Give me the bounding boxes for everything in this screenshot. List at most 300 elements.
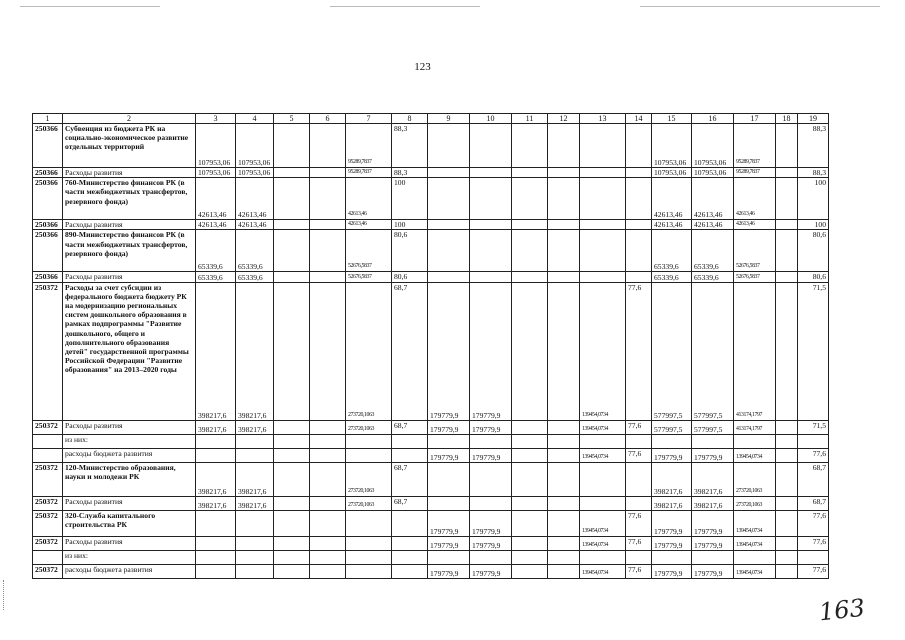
cell-col-15: 42613,46 [652,220,692,230]
cell-col-10 [470,230,512,272]
cell-col-17: 273720,1063 [734,462,776,496]
cell-col-16: 179779,9 [692,564,734,578]
cell-col-9 [428,550,470,564]
cell-col-16: 42613,46 [692,220,734,230]
column-header: 9 [428,114,470,124]
cell-col-15: 179779,9 [652,564,692,578]
cell-col-14 [626,550,652,564]
empty-cell [776,510,798,536]
table-row [33,168,829,178]
cell-col-14 [626,434,652,448]
cell-col-14: 77,6 [626,510,652,536]
row-name: 890-Министерство финансов РК (в части межбюджетных трансфертов, резервного фонда) [63,230,196,272]
cell-col-7 [346,536,392,550]
empty-cell [548,124,580,168]
empty-cell [776,178,798,220]
page-number: 123 [414,61,431,73]
cell-col-14 [626,272,652,282]
cell-col-15: 398217,6 [652,462,692,496]
cell-col-16: 179779,9 [692,448,734,462]
empty-cell [274,282,310,420]
cell-col-15: 65339,6 [652,272,692,282]
empty-cell [274,124,310,168]
column-header: 3 [196,114,236,124]
empty-cell [274,448,310,462]
row-code [33,448,63,462]
cell-col-8: 68,7 [392,282,428,420]
cell-col-9 [428,220,470,230]
cell-col-9 [428,496,470,510]
empty-cell [548,550,580,564]
cell-col-17: 42613,46 [734,220,776,230]
cell-col-16: 179779,9 [692,510,734,536]
empty-cell [512,536,548,550]
empty-cell [776,462,798,496]
row-code: 250366 [33,178,63,220]
cell-col-9 [428,124,470,168]
cell-col-9: 179779,9 [428,564,470,578]
empty-cell [274,434,310,448]
cell-col-10 [470,178,512,220]
cell-col-14 [626,220,652,230]
handwritten-page-number: 163 [817,593,867,627]
cell-col-3 [196,448,236,462]
cell-col-4: 107953,06 [236,168,274,178]
row-name: Субвенция из бюджета РК на социально-экономическое развитие отдельных территорий [63,124,196,168]
cell-col-19: 80,6 [798,272,829,282]
empty-cell [512,510,548,536]
cell-col-19: 68,7 [798,462,829,496]
cell-col-3: 42613,46 [196,220,236,230]
empty-cell [512,550,548,564]
cell-col-9: 179779,9 [428,448,470,462]
cell-col-9 [428,462,470,496]
cell-col-13 [580,220,626,230]
cell-col-7: 95289,7837 [346,124,392,168]
empty-cell [274,550,310,564]
cell-col-3: 398217,6 [196,282,236,420]
empty-cell [274,178,310,220]
column-header: 8 [392,114,428,124]
cell-col-13 [580,462,626,496]
cell-col-8 [392,434,428,448]
table-row [33,220,829,230]
cell-col-14 [626,230,652,272]
row-code: 250366 [33,124,63,168]
cell-col-19: 77,6 [798,448,829,462]
column-header: 12 [548,114,580,124]
cell-col-10: 179779,9 [470,510,512,536]
empty-cell [310,550,346,564]
table-row [33,434,829,448]
cell-col-14: 77,6 [626,536,652,550]
cell-col-19: 100 [798,220,829,230]
column-header: 15 [652,114,692,124]
cell-col-3 [196,536,236,550]
cell-col-10 [470,462,512,496]
cell-col-16: 42613,46 [692,178,734,220]
empty-cell [274,220,310,230]
cell-col-13: 139454,0734 [580,282,626,420]
empty-cell [274,168,310,178]
cell-col-16: 107953,06 [692,168,734,178]
cell-col-4: 398217,6 [236,462,274,496]
cell-col-4: 107953,06 [236,124,274,168]
empty-cell [512,124,548,168]
empty-cell [310,448,346,462]
cell-col-15: 107953,06 [652,124,692,168]
cell-col-14 [626,178,652,220]
row-code [33,434,63,448]
column-header: 5 [274,114,310,124]
cell-col-3: 107953,06 [196,124,236,168]
cell-col-3: 42613,46 [196,178,236,220]
cell-col-19: 71,5 [798,420,829,434]
cell-col-13: 139454,0734 [580,564,626,578]
empty-cell [776,496,798,510]
cell-col-16: 65339,6 [692,272,734,282]
cell-col-10 [470,272,512,282]
cell-col-17: 52676,5837 [734,272,776,282]
cell-col-8: 88,3 [392,168,428,178]
empty-cell [274,462,310,496]
cell-col-8: 68,7 [392,420,428,434]
table-row [33,448,829,462]
empty-cell [274,536,310,550]
empty-cell [548,564,580,578]
empty-cell [548,420,580,434]
cell-col-16 [692,434,734,448]
cell-col-13 [580,230,626,272]
empty-cell [776,536,798,550]
empty-cell [548,178,580,220]
cell-col-3: 107953,06 [196,168,236,178]
cell-col-15: 107953,06 [652,168,692,178]
empty-cell [512,496,548,510]
cell-col-7 [346,510,392,536]
cell-col-19: 77,6 [798,510,829,536]
cell-col-9: 179779,9 [428,536,470,550]
empty-cell [274,420,310,434]
cell-col-10 [470,124,512,168]
table-row [33,462,829,496]
row-code: 250372 [33,510,63,536]
cell-col-14: 77,6 [626,420,652,434]
row-name: расходы бюджета развития [63,564,196,578]
cell-col-13 [580,550,626,564]
table-row [33,496,829,510]
cell-col-7: 42613,46 [346,220,392,230]
empty-cell [274,230,310,272]
cell-col-16: 398217,6 [692,462,734,496]
empty-cell [548,496,580,510]
cell-col-19 [798,434,829,448]
cell-col-15 [652,550,692,564]
top-rule-left [20,6,160,7]
empty-cell [512,564,548,578]
cell-col-4: 65339,6 [236,272,274,282]
column-header: 16 [692,114,734,124]
cell-col-9: 179779,9 [428,282,470,420]
cell-col-3 [196,550,236,564]
cell-col-17: 413174,1797 [734,282,776,420]
cell-col-13: 139454,0734 [580,536,626,550]
empty-cell [310,272,346,282]
cell-col-4 [236,550,274,564]
empty-cell [512,272,548,282]
table-body [33,114,829,579]
cell-col-8: 68,7 [392,496,428,510]
row-name: 120-Министерство образования, науки и молодежи РК [63,462,196,496]
cell-col-16: 65339,6 [692,230,734,272]
empty-cell [310,282,346,420]
empty-cell [310,168,346,178]
row-code: 250366 [33,272,63,282]
cell-col-10 [470,496,512,510]
cell-col-19: 100 [798,178,829,220]
table-row [33,550,829,564]
cell-col-17: 52676,5837 [734,230,776,272]
cell-col-8: 68,7 [392,462,428,496]
cell-col-15 [652,434,692,448]
empty-cell [512,434,548,448]
cell-col-7 [346,564,392,578]
cell-col-4: 65339,6 [236,230,274,272]
cell-col-16: 179779,9 [692,536,734,550]
cell-col-7: 273720,1063 [346,420,392,434]
empty-cell [548,282,580,420]
column-header: 4 [236,114,274,124]
cell-col-13 [580,434,626,448]
empty-cell [310,536,346,550]
empty-cell [776,550,798,564]
cell-col-7: 273720,1063 [346,462,392,496]
empty-cell [274,272,310,282]
row-code: 250372 [33,282,63,420]
row-code: 250372 [33,536,63,550]
row-name: Расходы развития [63,168,196,178]
empty-cell [548,230,580,272]
cell-col-19 [798,550,829,564]
table-row [33,178,829,220]
cell-col-17: 139454,0734 [734,448,776,462]
cell-col-15: 42613,46 [652,178,692,220]
empty-cell [512,282,548,420]
cell-col-17: 139454,0734 [734,510,776,536]
row-code: 250366 [33,168,63,178]
row-code: 250366 [33,230,63,272]
column-header: 1 [33,114,63,124]
cell-col-4: 398217,6 [236,420,274,434]
cell-col-17: 95289,7837 [734,124,776,168]
cell-col-16: 577997,5 [692,282,734,420]
table-row [33,564,829,578]
empty-cell [548,168,580,178]
budget-table [32,113,829,579]
row-name: из них: [63,434,196,448]
empty-cell [512,230,548,272]
cell-col-13: 139454,0734 [580,448,626,462]
cell-col-19: 88,3 [798,168,829,178]
cell-col-17 [734,434,776,448]
cell-col-13: 139454,0734 [580,510,626,536]
cell-col-15: 65339,6 [652,230,692,272]
cell-col-3: 65339,6 [196,230,236,272]
empty-cell [512,448,548,462]
cell-col-14 [626,496,652,510]
cell-col-14 [626,124,652,168]
empty-cell [548,510,580,536]
cell-col-17: 139454,0734 [734,536,776,550]
cell-col-4 [236,510,274,536]
cell-col-4 [236,536,274,550]
row-code: 250372 [33,420,63,434]
empty-cell [776,230,798,272]
row-name: Расходы развития [63,536,196,550]
cell-col-3: 398217,6 [196,496,236,510]
column-header: 13 [580,114,626,124]
empty-cell [274,496,310,510]
cell-col-17: 95289,7837 [734,168,776,178]
cell-col-7: 95289,7837 [346,168,392,178]
cell-col-17 [734,550,776,564]
margin-dots [3,580,6,610]
cell-col-7: 273720,1063 [346,282,392,420]
cell-col-10 [470,220,512,230]
table-header-row [33,114,829,124]
cell-col-19: 80,6 [798,230,829,272]
cell-col-8 [392,448,428,462]
cell-col-16: 107953,06 [692,124,734,168]
empty-cell [512,462,548,496]
cell-col-7: 52676,5837 [346,272,392,282]
row-name: 760-Министерство финансов РК (в части межбюджетных трансфертов, резервного фонда) [63,178,196,220]
column-header: 11 [512,114,548,124]
table-row [33,420,829,434]
empty-cell [776,124,798,168]
cell-col-7 [346,448,392,462]
cell-col-7: 52676,5837 [346,230,392,272]
cell-col-19: 77,6 [798,564,829,578]
cell-col-3: 398217,6 [196,420,236,434]
row-name: Расходы развития [63,420,196,434]
cell-col-4 [236,434,274,448]
table-row [33,124,829,168]
row-code: 250366 [33,220,63,230]
cell-col-13 [580,124,626,168]
cell-col-15: 577997,5 [652,420,692,434]
cell-col-19: 71,5 [798,282,829,420]
cell-col-13 [580,272,626,282]
top-rule-mid [330,6,480,7]
empty-cell [776,168,798,178]
cell-col-14 [626,168,652,178]
cell-col-3: 398217,6 [196,462,236,496]
cell-col-16 [692,550,734,564]
cell-col-9 [428,168,470,178]
cell-col-10: 179779,9 [470,420,512,434]
cell-col-17: 413174,1797 [734,420,776,434]
cell-col-10 [470,434,512,448]
table-row [33,272,829,282]
row-name: Расходы развития [63,496,196,510]
cell-col-15: 179779,9 [652,536,692,550]
empty-cell [310,462,346,496]
cell-col-14: 77,6 [626,448,652,462]
cell-col-4: 42613,46 [236,178,274,220]
row-code: 250372 [33,462,63,496]
empty-cell [310,230,346,272]
empty-cell [512,178,548,220]
row-name: 320-Служба капитального строительства РК [63,510,196,536]
column-header: 18 [776,114,798,124]
empty-cell [548,462,580,496]
empty-cell [548,272,580,282]
empty-cell [512,420,548,434]
row-name: расходы бюджета развития [63,448,196,462]
table-row [33,536,829,550]
cell-col-8 [392,550,428,564]
cell-col-17: 139454,0734 [734,564,776,578]
cell-col-9 [428,230,470,272]
cell-col-10 [470,168,512,178]
cell-col-7 [346,434,392,448]
table-row [33,282,829,420]
cell-col-10: 179779,9 [470,564,512,578]
cell-col-13 [580,496,626,510]
row-name: Расходы развития [63,272,196,282]
cell-col-15: 179779,9 [652,448,692,462]
cell-col-14: 77,6 [626,564,652,578]
cell-col-9 [428,272,470,282]
empty-cell [274,510,310,536]
cell-col-4 [236,564,274,578]
cell-col-4: 398217,6 [236,282,274,420]
cell-col-3: 65339,6 [196,272,236,282]
top-rule-right [640,6,880,7]
empty-cell [310,434,346,448]
empty-cell [548,434,580,448]
column-header: 6 [310,114,346,124]
cell-col-3 [196,510,236,536]
empty-cell [310,220,346,230]
cell-col-17: 273720,1063 [734,496,776,510]
cell-col-10: 179779,9 [470,282,512,420]
cell-col-8: 100 [392,178,428,220]
empty-cell [310,510,346,536]
cell-col-4: 398217,6 [236,496,274,510]
row-code: 250372 [33,564,63,578]
empty-cell [310,124,346,168]
empty-cell [776,420,798,434]
column-header: 17 [734,114,776,124]
empty-cell [310,178,346,220]
cell-col-10: 179779,9 [470,448,512,462]
cell-col-13 [580,168,626,178]
empty-cell [512,168,548,178]
row-name: из них: [63,550,196,564]
empty-cell [776,448,798,462]
cell-col-9 [428,178,470,220]
cell-col-7: 273720,1063 [346,496,392,510]
cell-col-9 [428,434,470,448]
empty-cell [776,220,798,230]
cell-col-9: 179779,9 [428,420,470,434]
column-header: 7 [346,114,392,124]
empty-cell [776,282,798,420]
column-header: 14 [626,114,652,124]
column-header: 10 [470,114,512,124]
